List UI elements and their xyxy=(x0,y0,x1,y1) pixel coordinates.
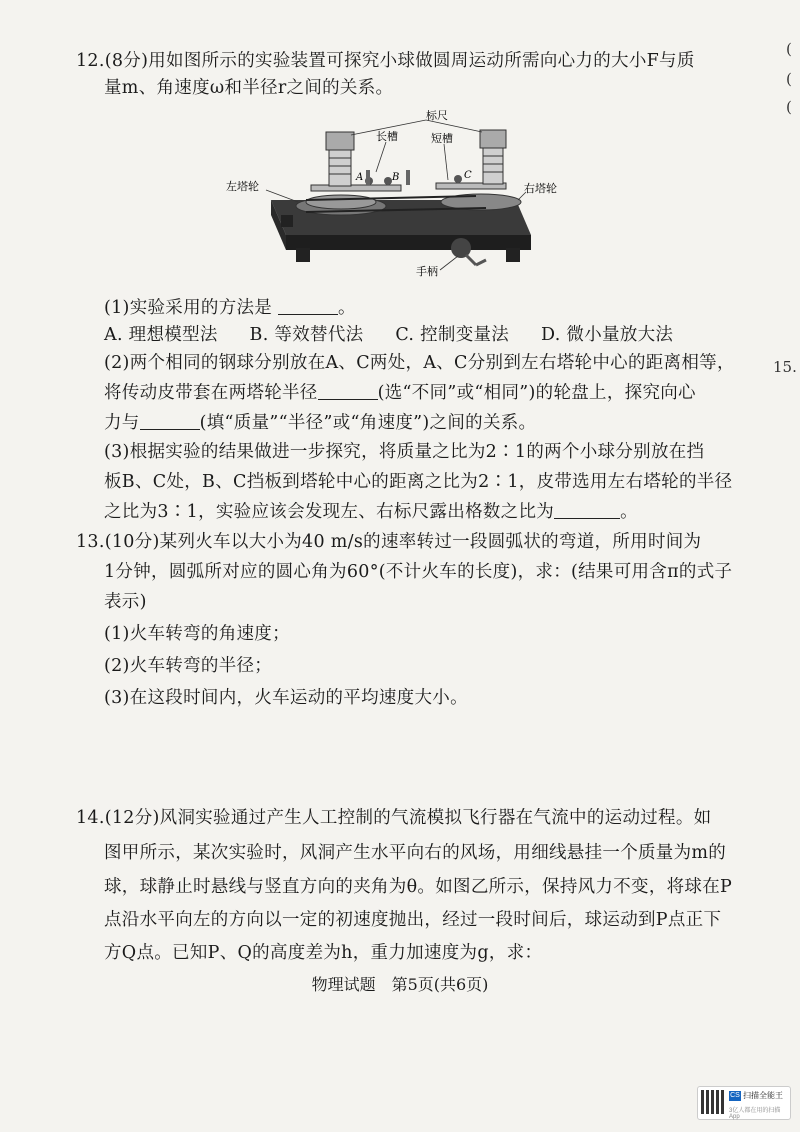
answer-blank xyxy=(140,413,200,430)
q12-sub2-text-d: (填“质量”“半径”或“角速度”)之间的关系。 xyxy=(199,413,537,433)
margin-paren: ( xyxy=(786,40,792,58)
answer-blank xyxy=(278,298,338,315)
label-c: C xyxy=(464,170,472,181)
q14-stem-line3: 球，球静止时悬线与竖直方向的夹角为θ。如图乙所示，保持风力不变，将球在P xyxy=(104,877,733,897)
cs-logo-icon: CS xyxy=(730,1092,740,1099)
answer-blank xyxy=(318,383,378,400)
q12-sub3-line2: 板B、C处，B、C挡板到塔轮中心的距离之比为2∶1，皮带选用左右塔轮的半径 xyxy=(104,472,733,492)
q12-stem-line1: 12.(8分)用如图所示的实验装置可探究小球做圆周运动所需向心力的大小F与质 xyxy=(76,51,695,71)
q12-sub1-end: 。 xyxy=(337,298,356,318)
q13-stem-line3: 表示) xyxy=(104,592,147,612)
label-right-wheel: 右塔轮 xyxy=(524,182,557,195)
label-ruler: 标尺 xyxy=(426,110,448,122)
q12-sub1 xyxy=(104,296,356,320)
q12-sub2-line3 xyxy=(104,411,536,435)
q12-stem-line2: 量m、角速度ω和半径r之间的关系。 xyxy=(104,78,394,98)
option-d: D. 微小量放大法 xyxy=(540,325,674,345)
q12-sub2-text-b: (选“不同”或“相同”)的轮盘上，探究向心 xyxy=(377,383,696,403)
badge-subtitle: 3亿人都在用的扫描App xyxy=(729,1108,781,1120)
label-short-slot: 短槽 xyxy=(431,132,453,145)
q12-sub1-text: (1)实验采用的方法是 xyxy=(104,298,273,318)
q14-stem-line2: 图甲所示，某次实验时，风洞产生水平向右的风场，用细线悬挂一个质量为m的 xyxy=(104,843,727,863)
q12-sub3-line1: (3)根据实验的结果做进一步探究，将质量之比为2∶1的两个小球分别放在挡 xyxy=(104,442,705,462)
answer-blank xyxy=(554,502,620,519)
margin-paren: ( xyxy=(786,70,792,88)
label-left-wheel: 左塔轮 xyxy=(226,180,259,193)
q14-stem-line5: 方Q点。已知P、Q的高度差为h，重力加速度为g，求： xyxy=(104,943,543,963)
q12-sub3-text-b: 。 xyxy=(620,502,638,522)
label-long-slot: 长槽 xyxy=(376,130,398,143)
option-c: C. 控制变量法 xyxy=(395,325,510,345)
qr-code-icon xyxy=(701,1090,725,1114)
badge-title: 扫描全能王 xyxy=(743,1091,783,1100)
q12-sub2-text-a: 将传动皮带套在两塔轮半径 xyxy=(104,383,318,403)
label-handle: 手柄 xyxy=(416,265,438,278)
q12-sub2-text-c: 力与 xyxy=(104,413,140,433)
next-page-question-number: 15. xyxy=(773,358,797,376)
option-b: B. 等效替代法 xyxy=(249,325,364,345)
margin-paren: ( xyxy=(786,98,792,116)
q13-stem-line1: 13.(10分)某列火车以大小为40 m/s的速率转过一段圆弧状的弯道，所用时间为 xyxy=(76,532,702,552)
q14-stem-line1: 14.(12分)风洞实验通过产生人工控制的气流模拟飞行器在气流中的运动过程。如 xyxy=(76,808,712,828)
option-a: A. 理想模型法 xyxy=(104,325,218,345)
label-b: B xyxy=(392,172,400,183)
q12-sub2-line1: (2)两个相同的钢球分别放在A、C两处，A、C分别到左右塔轮中心的距离相等， xyxy=(104,353,735,373)
label-a: A xyxy=(356,172,364,183)
scanner-app-badge xyxy=(697,1086,791,1120)
q12-sub2-line2 xyxy=(104,381,696,405)
q14-stem-line4: 点沿水平向左的方向以一定的初速度抛出，经过一段时间后，球运动到P点正下 xyxy=(104,910,722,930)
q13-sub1: (1)火车转弯的角速度； xyxy=(104,624,290,644)
q13-stem-line2: 1分钟，圆弧所对应的圆心角为60°(不计火车的长度)，求：(结果可用含π的式子 xyxy=(104,562,733,582)
q12-sub3-text-a: 之比为3∶1，实验应该会发现左、右标尺露出格数之比为 xyxy=(104,502,555,522)
q12-options xyxy=(104,323,673,347)
q12-sub3-line3 xyxy=(104,500,638,524)
q13-sub2: (2)火车转弯的半径； xyxy=(104,656,273,676)
page-footer: 物理试题 第5页(共6页) xyxy=(311,975,489,994)
q13-sub3: (3)在这段时间内，火车运动的平均速度大小。 xyxy=(104,688,468,708)
centripetal-force-apparatus-figure xyxy=(226,110,566,290)
